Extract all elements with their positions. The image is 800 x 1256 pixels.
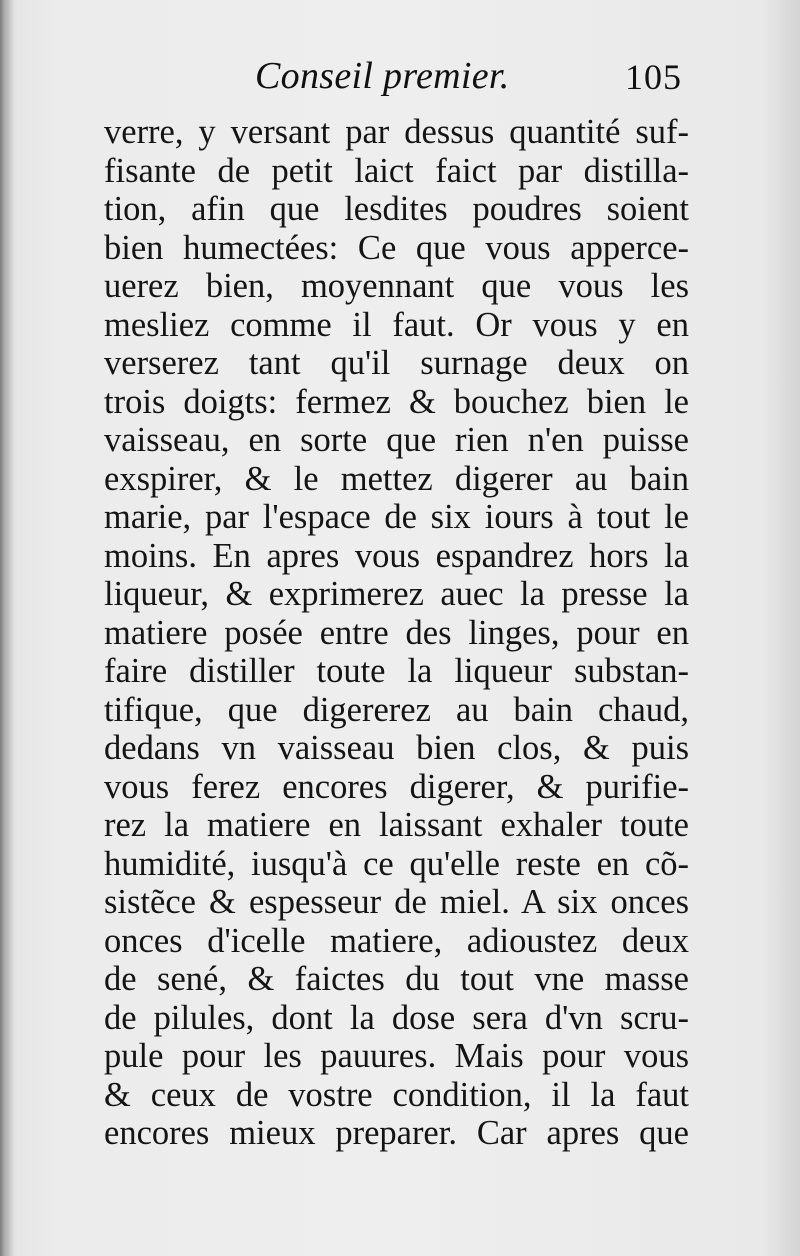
text-line: moins. En apres vous espandrez hors la [104, 536, 689, 575]
body-text [104, 113, 689, 1153]
text-line: matiere posée entre des linges, pour en [104, 613, 689, 652]
text-line: exspirer, & le mettez digerer au bain [104, 459, 689, 498]
running-title: Conseil premier. [255, 55, 510, 97]
text-line: rez la matiere en laissant exhaler toute [104, 806, 689, 844]
text-line: vous ferez encores digerer, & purifie- [104, 767, 689, 806]
text-line: & ceux de vostre condition, il la faut [104, 1075, 689, 1114]
text-line: fisante de petit laict faict par distilla- [104, 151, 689, 190]
text-line: dedans vn vaisseau bien clos, & puis [104, 729, 689, 767]
text-line: uerez bien, moyennant que vous les [104, 267, 689, 305]
text-line: sistẽce & espesseur de miel. A six onces [104, 883, 689, 921]
text-line: bien humectées: Ce que vous apperce- [104, 228, 689, 267]
text-line: liqueur, & exprimerez auec la presse la [104, 575, 689, 613]
text-line: de sené, & faictes du tout vne masse [104, 960, 689, 998]
text-line: vaisseau, en sorte que rien n'en puisse [104, 421, 689, 459]
text-line: humidité, iusqu'à ce qu'elle reste en cõ- [104, 844, 689, 883]
text-line: tion, afin que lesdites poudres soient [104, 190, 689, 228]
page-number: 105 [625, 57, 682, 97]
text-line: onces d'icelle matiere, adioustez deux [104, 921, 689, 960]
text-line: de pilules, dont la dose sera d'vn scru- [104, 998, 689, 1037]
text-line: verre, y versant par dessus quantité suf- [104, 113, 689, 151]
text-line: faire distiller toute la liqueur substan- [104, 652, 689, 690]
page-edge-shadow [0, 0, 14, 1256]
text-line: tifique, que digererez au bain chaud, [104, 690, 689, 729]
text-line: trois doigts: fermez & bouchez bien le [104, 382, 689, 421]
running-head [105, 50, 687, 114]
text-line: mesliez comme il faut. Or vous y en [104, 305, 689, 344]
text-line: verserez tant qu'il surnage deux on [104, 344, 689, 382]
text-line: pule pour les pauures. Mais pour vous [104, 1037, 689, 1075]
text-line: encores mieux preparer. Car apres que [104, 1114, 689, 1152]
text-line: marie, par l'espace de six iours à tout le [104, 498, 689, 536]
